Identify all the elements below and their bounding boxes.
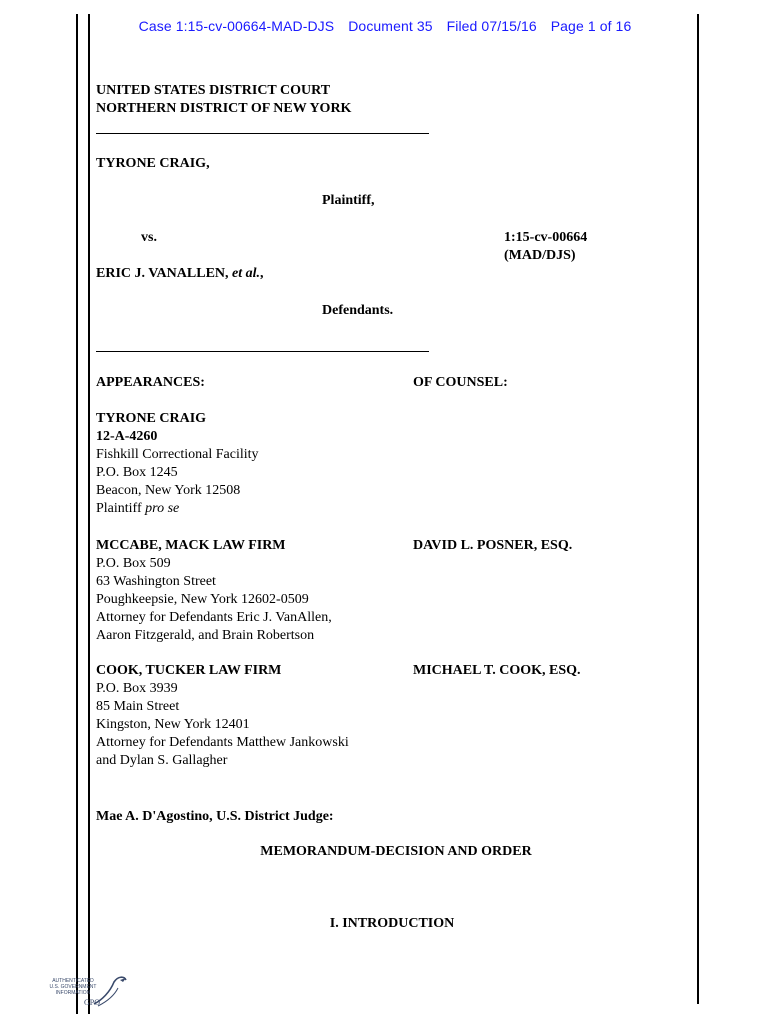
judge-line: Mae A. D'Agostino, U.S. District Judge: bbox=[96, 809, 334, 824]
of-counsel-heading: OF COUNSEL: bbox=[413, 375, 508, 390]
defendant-et-al: et al. bbox=[232, 266, 261, 281]
defendant-name bbox=[96, 265, 264, 283]
plaintiff-role: Plaintiff, bbox=[322, 193, 375, 208]
document-title: MEMORANDUM-DECISION AND ORDER bbox=[260, 844, 532, 859]
gpo-authentication-seal bbox=[44, 972, 134, 1012]
seal-line-2: U.S. GOVERNMENT bbox=[49, 984, 97, 990]
court-name-line-2: NORTHERN DISTRICT OF NEW YORK bbox=[96, 101, 352, 116]
plaintiff-appearance bbox=[96, 410, 259, 518]
case-judges: (MAD/DJS) bbox=[504, 248, 576, 263]
plaintiff-inmate-id: 12-A-4260 bbox=[96, 429, 158, 444]
firm-2-line: 85 Main Street bbox=[96, 699, 180, 714]
caption-bottom-rule bbox=[96, 351, 429, 352]
firm-2-counsel: MICHAEL T. COOK, ESQ. bbox=[413, 663, 581, 678]
defendant-role: Defendants. bbox=[322, 303, 394, 318]
header-case-number: Case 1:15-cv-00664-MAD-DJS bbox=[138, 18, 335, 34]
case-number: 1:15-cv-00664 bbox=[504, 230, 588, 245]
left-margin-rule-inner bbox=[88, 14, 90, 1014]
firm-2-line: Attorney for Defendants Matthew Jankowski bbox=[96, 735, 349, 750]
defendant-name-text: ERIC J. VANALLEN, bbox=[96, 266, 229, 281]
firm-1-line: Attorney for Defendants Eric J. VanAllen, bbox=[96, 610, 332, 625]
plaintiff-address-line: Fishkill Correctional Facility bbox=[96, 447, 259, 462]
caption-top-rule bbox=[96, 133, 429, 134]
court-name-line-1: UNITED STATES DISTRICT COURT bbox=[96, 83, 331, 98]
header-document: Document 35 bbox=[348, 18, 433, 34]
pro-se-text: pro se bbox=[145, 501, 180, 516]
plaintiff-address-line: P.O. Box 1245 bbox=[96, 465, 178, 480]
firm-2-appearance bbox=[96, 662, 349, 770]
header-filed-date: Filed 07/15/16 bbox=[446, 18, 537, 34]
ecf-header bbox=[0, 18, 770, 34]
seal-line-3: INFORMATION bbox=[55, 990, 91, 996]
plaintiff-name: TYRONE CRAIG, bbox=[96, 156, 210, 171]
plaintiff-appearance-name: TYRONE CRAIG bbox=[96, 411, 207, 426]
versus: vs. bbox=[141, 230, 157, 245]
right-margin-rule bbox=[697, 14, 699, 1004]
firm-1-name: MCCABE, MACK LAW FIRM bbox=[96, 538, 286, 553]
left-margin-rule-outer bbox=[76, 14, 78, 1014]
firm-2-line: Kingston, New York 12401 bbox=[96, 717, 250, 732]
firm-1-line: Poughkeepsie, New York 12602-0509 bbox=[96, 592, 309, 607]
appearances-heading: APPEARANCES: bbox=[96, 375, 205, 390]
firm-1-line: Aaron Fitzgerald, and Brain Robertson bbox=[96, 628, 315, 643]
firm-1-counsel: DAVID L. POSNER, ESQ. bbox=[413, 538, 573, 553]
firm-1-line: P.O. Box 509 bbox=[96, 556, 171, 571]
firm-1-appearance bbox=[96, 537, 332, 645]
firm-2-name: COOK, TUCKER LAW FIRM bbox=[96, 663, 282, 678]
plaintiff-address-line: Beacon, New York 12508 bbox=[96, 483, 241, 498]
section-heading: I. INTRODUCTION bbox=[329, 916, 455, 931]
firm-1-line: 63 Washington Street bbox=[96, 574, 216, 589]
firm-2-line: and Dylan S. Gallagher bbox=[96, 753, 228, 768]
seal-mark: GPO bbox=[84, 998, 101, 1007]
plaintiff-role-text: Plaintiff bbox=[96, 501, 142, 516]
defendant-comma: , bbox=[260, 266, 264, 281]
seal-line-1: AUTHENTICATED bbox=[52, 978, 94, 984]
header-page-count: Page 1 of 16 bbox=[550, 18, 632, 34]
firm-2-line: P.O. Box 3939 bbox=[96, 681, 178, 696]
plaintiff-pro-se-line bbox=[96, 500, 259, 518]
